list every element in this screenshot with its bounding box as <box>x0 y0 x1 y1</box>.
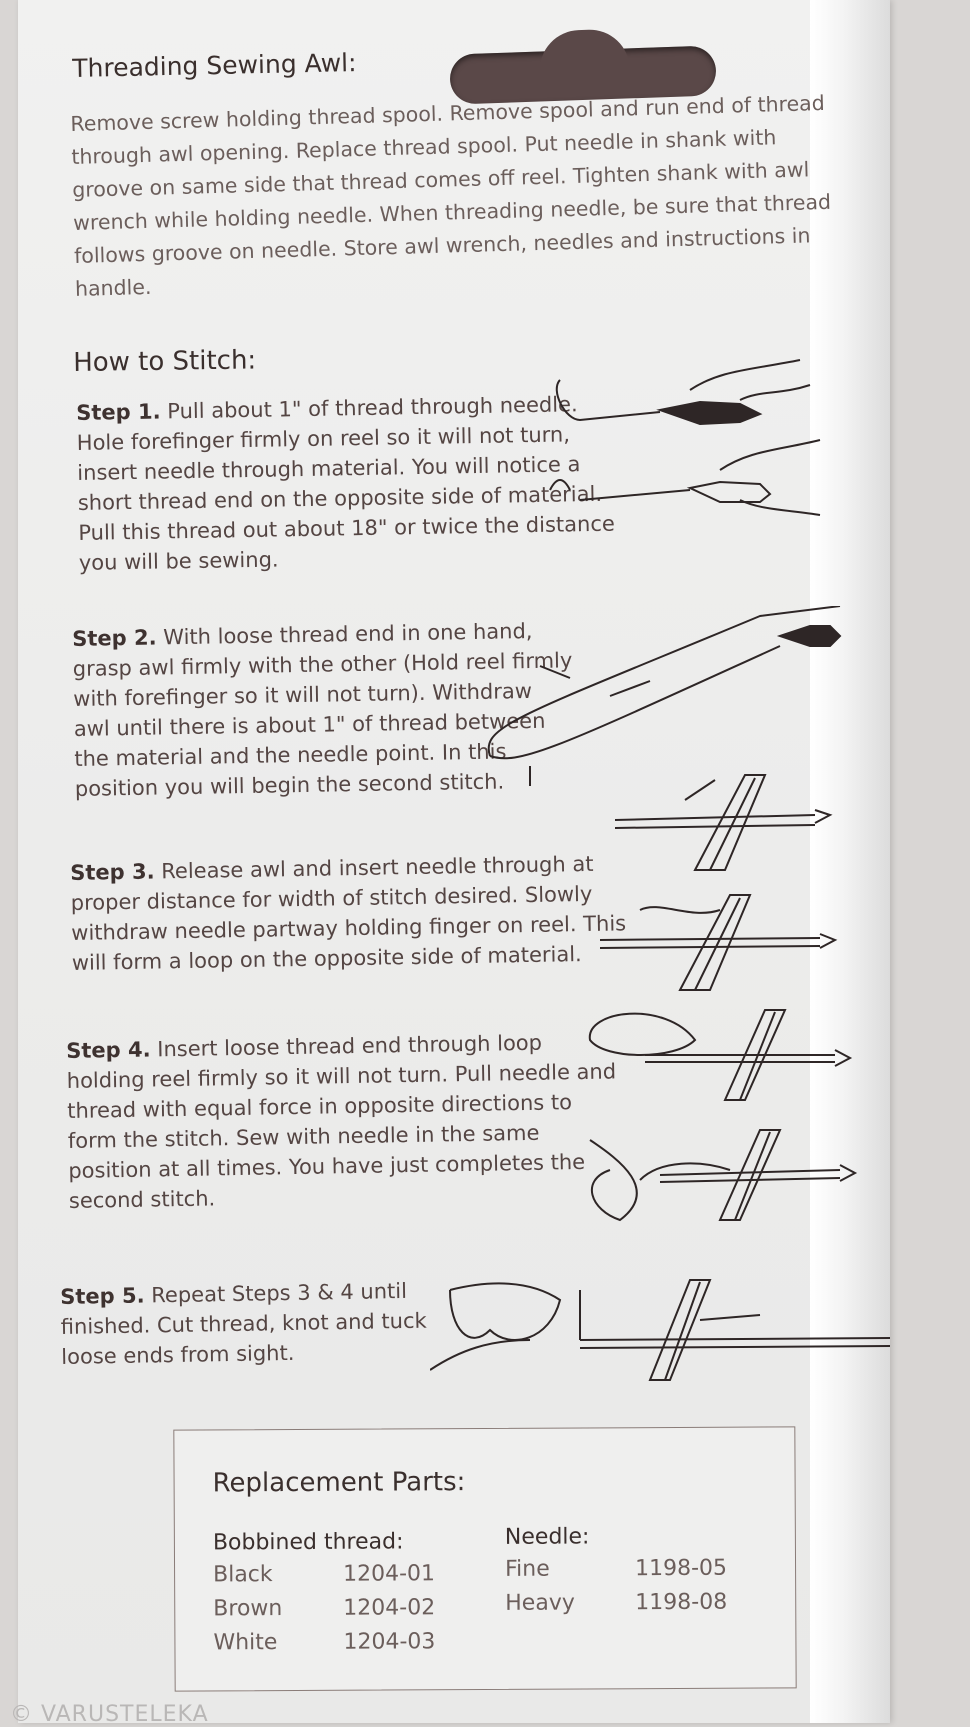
needle-row-fine <box>505 1556 765 1582</box>
awl-illustration-step1 <box>540 350 840 550</box>
step-1 <box>76 389 619 578</box>
threading-title: Threading Sewing Awl: <box>72 48 357 83</box>
step-label: Step 5. <box>60 1283 145 1309</box>
step-text: Pull about 1" of thread through needle. Hole forefinger firmly on reel so it will not turn, insert needle through material. You will notice a short thread end on the opposite side of material. Pull this thread out about 18" or twice the distance you will be sewing. <box>76 392 615 575</box>
awl-illustration-step2 <box>480 606 860 786</box>
step-label: Step 1. <box>76 399 161 425</box>
thread-row-black <box>213 1561 473 1587</box>
step-text: With loose thread end in one hand, grasp awl firmly with the other (Hold reel firmly with forefinger so it will not turn). Withdraw awl until there is about 1" of thread between the material and the needle point. In this position you will begin the second stitch. <box>72 618 573 801</box>
part-name: Heavy <box>505 1590 575 1616</box>
stitch-illustration-step2b <box>615 770 835 880</box>
part-code: 1204-02 <box>343 1595 436 1621</box>
watermark: © VARUSTELEKA <box>10 1702 209 1727</box>
step-3 <box>70 848 632 978</box>
part-code: 1204-03 <box>343 1629 436 1655</box>
finish-illustration-step5 <box>430 1270 910 1390</box>
part-name: Fine <box>504 1556 550 1582</box>
replacement-parts-box <box>173 1426 796 1691</box>
bobbined-thread-heading: Bobbined thread: <box>212 1529 404 1556</box>
part-name: White <box>213 1630 278 1656</box>
threading-instructions: Remove screw holding thread spool. Remove spool and run end of thread through awl opening. Replace thread spool. Put needle in shank with groove on same side that thread comes off reel. Tighten shank with awl wrench while holding needle. When threading needle, be sure that thread follows groove on needle. Store awl wrench, needles and instructions in handle. <box>70 90 832 301</box>
needle-heading: Needle: <box>504 1524 590 1550</box>
part-name: Black <box>213 1562 273 1588</box>
needle-row-heavy <box>505 1590 765 1616</box>
part-code: 1198-05 <box>634 1555 728 1582</box>
pull-illustration-step4b <box>580 1120 860 1240</box>
step-text: Release awl and insert needle through at proper distance for width of stitch desired. Slowly withdraw needle partway holding finger on reel. This will form a loop on the opposite side of material. <box>70 851 627 975</box>
stitch-illustration-step3 <box>600 890 840 1000</box>
how-to-stitch-heading: How to Stitch: <box>73 345 257 378</box>
step-5 <box>60 1275 472 1372</box>
loop-illustration-step4a <box>585 1000 855 1110</box>
part-code: 1204-01 <box>343 1561 436 1587</box>
step-label: Step 4. <box>66 1037 151 1063</box>
part-code: 1198-08 <box>635 1589 728 1616</box>
step-label: Step 3. <box>70 859 155 885</box>
thread-row-white <box>213 1629 473 1655</box>
part-name: Brown <box>213 1596 283 1622</box>
step-4 <box>66 1026 629 1216</box>
step-text: Insert loose thread end through loop holding reel firmly so it will not turn. Pull needle and thread with equal force in opposite directions to form the stitch. Sew with needle in the same position at all times. You have just completes the second stitch. <box>66 1030 617 1213</box>
step-text: Repeat Steps 3 & 4 until finished. Cut thread, knot and tuck loose ends from sight. <box>60 1278 427 1369</box>
thread-row-brown <box>213 1595 473 1621</box>
replacement-parts-title: Replacement Parts: <box>212 1467 466 1499</box>
step-label: Step 2. <box>72 625 157 651</box>
